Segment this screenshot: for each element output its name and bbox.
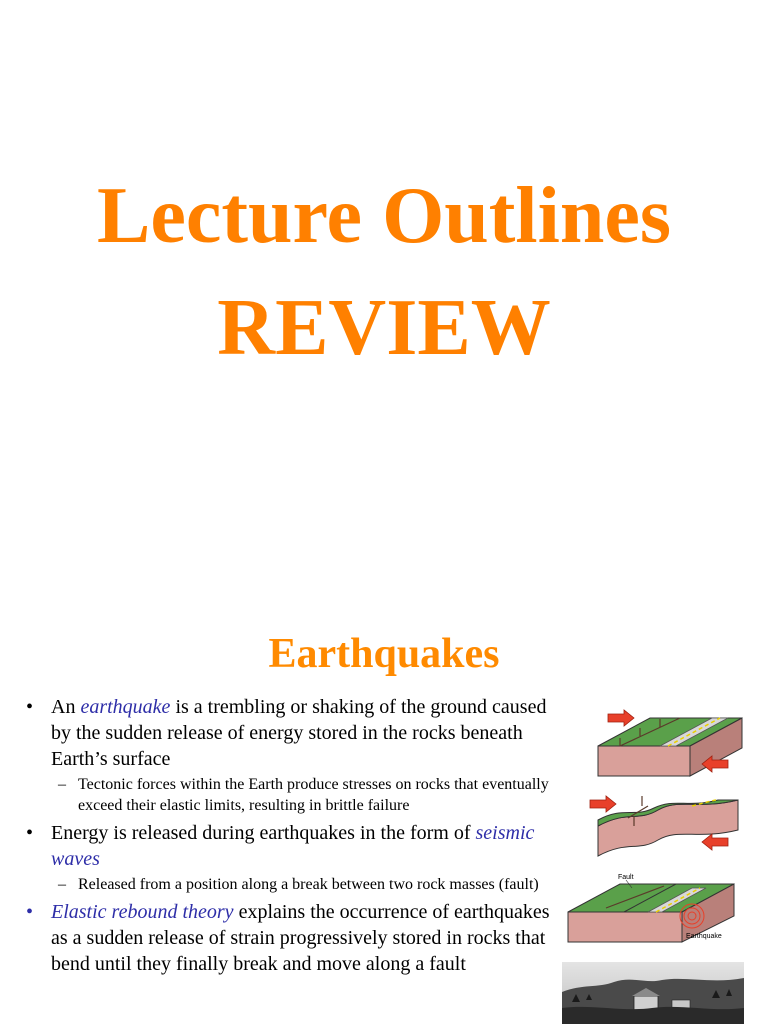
- bullet-item: [24, 694, 554, 772]
- block-diagram-3-fault: [566, 872, 742, 944]
- fault-label: Fault: [618, 874, 634, 881]
- sub-bullet-text: Released from a position along a break between two rock masses (fault): [78, 876, 539, 893]
- term-earthquake: earthquake: [80, 696, 171, 718]
- section-heading: Earthquakes: [268, 631, 500, 677]
- title-line-2: REVIEW: [217, 284, 551, 372]
- sub-bullet-text: Tectonic forces within the Earth produce stresses on rocks that eventually exceed their elastic limits, resulting in brittle failure: [78, 776, 549, 814]
- bullet-item: [24, 820, 554, 872]
- bullet-dash: –: [58, 876, 66, 893]
- title-line-1: Lecture Outlines: [96, 172, 672, 260]
- bullet-item: [24, 899, 554, 977]
- bullet-dot: •: [26, 901, 34, 923]
- block-diagram-2: [588, 792, 750, 862]
- bullet-list: [24, 694, 554, 979]
- earthquake-label: Earthquake: [686, 933, 722, 940]
- slide-title: [0, 160, 768, 384]
- block-diagram-1: [590, 708, 750, 782]
- bullet-dash: –: [58, 776, 66, 793]
- bullet-dot: •: [26, 822, 34, 844]
- term-seismic-waves: seismic waves: [51, 822, 535, 870]
- bullet-text: An: [51, 696, 81, 718]
- sub-bullet-item: [24, 874, 554, 895]
- bullet-text: is a trembling or shaking of the ground caused by the sudden release of energy stored in the rocks beneath Earth’s surface: [51, 696, 547, 770]
- bullet-text: Energy is released during earthquakes in the form of: [51, 822, 476, 844]
- term-elastic-rebound-theory: Elastic rebound theory: [51, 901, 234, 923]
- bullet-dot: •: [26, 696, 34, 718]
- bullet-text: explains the occurrence of earthquakes as a sudden release of strain progressively stored in rocks that bend until they finally break and move along a fault: [51, 901, 550, 975]
- fault-photo: [562, 962, 744, 1024]
- sub-bullet-item: [24, 774, 554, 816]
